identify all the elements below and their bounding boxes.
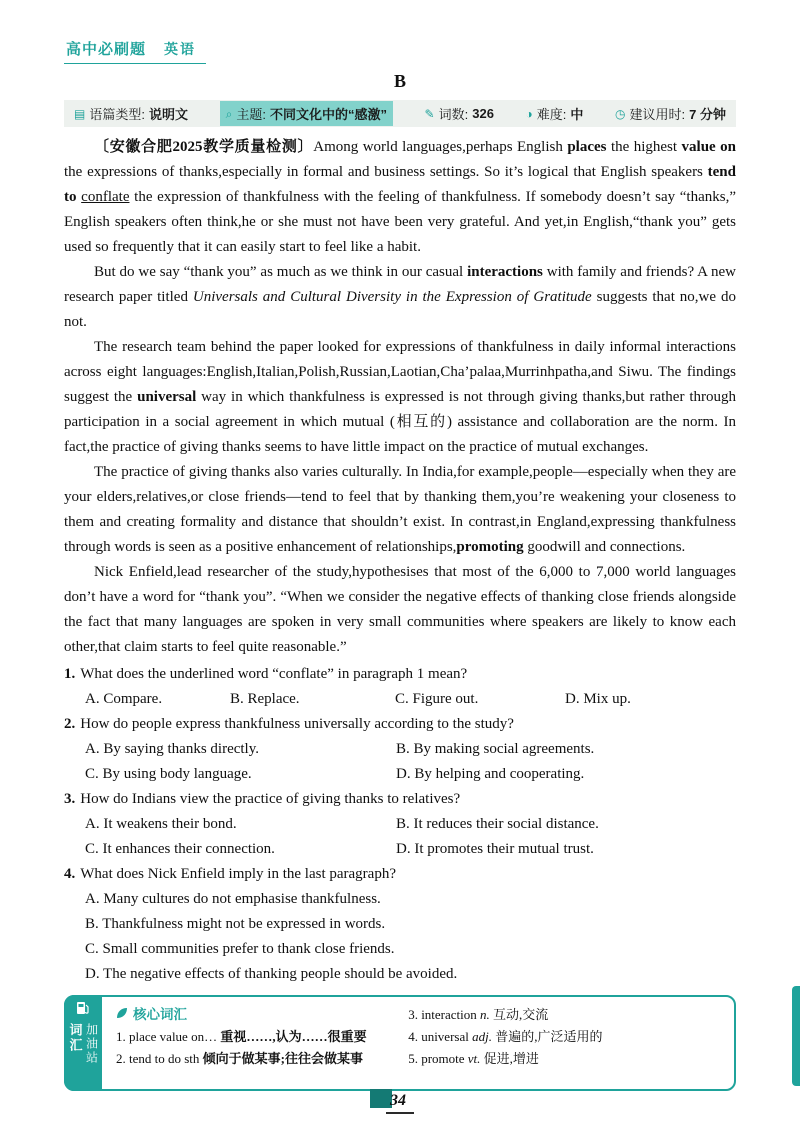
question-block <box>64 712 736 787</box>
info-label: 主题: <box>236 107 266 122</box>
option-grid <box>64 812 736 862</box>
info-label: 建议用时: <box>629 107 686 122</box>
option-c: C. Figure out. <box>395 691 479 707</box>
option-a: A. By saying thanks directly. <box>85 741 260 757</box>
info-value: 说明文 <box>148 107 188 122</box>
option-c: C. Small communities prefer to thank close friends. <box>85 941 395 957</box>
option-a: A. Many cultures do not emphasise thankfulness. <box>85 891 381 907</box>
info-value: 不同文化中的“感激” <box>269 107 387 122</box>
question-text: How do Indians view the practice of giving thanks to relatives? <box>80 791 461 807</box>
info-label: 语篇类型: <box>89 107 145 122</box>
passage-paragraph: 〔安徽合肥2025教学质量检测〕Among world languages,perhaps English places the highest value on the expressions of thanks,especially in formal and business settings. So it’s logical that English speakers tend to conflate the expression of thankfulness with the feeling of thankfulness. If somebody doesn’t say “thanks,” English speakers often think,he or she must not have been very grateful. And yet,in English,“thank you” gets used so frequently that it can easily start to feel like a habit. <box>64 139 737 255</box>
question-text: What does the underlined word “conflate” in paragraph 1 mean? <box>80 666 468 682</box>
question-section <box>64 662 736 987</box>
vocab-header-label: 核心词汇 <box>133 1007 187 1022</box>
option-c: C. By using body language. <box>85 766 252 782</box>
vocab-item: 5. promote vt. 促进,增进 <box>408 1051 539 1066</box>
page-header <box>64 38 206 64</box>
vocab-column-left <box>116 1004 396 1084</box>
question-stem <box>64 712 736 737</box>
option-grid <box>64 737 736 787</box>
vocab-tab <box>64 995 102 1091</box>
vocab-content <box>102 997 734 1089</box>
vocab-tab-line2: 加油站 <box>84 1023 99 1065</box>
info-word-count <box>425 104 494 123</box>
passage-paragraph: The research team behind the paper looked for expressions of thankfulness in daily informal interactions across eight languages:English,Italian,Polish,Russian,Laotian,Cha’palaa,Murrinhpatha,and Siwu. The findings suggest the universal way in which thankfulness is expressed is not through giving thanks,but rather through participation in a social agreement in which mutual (相互的) assistance and collaboration are the norm. In fact,the practice of giving thanks seems to have little impact on the practice of mutual exchanges. <box>64 339 737 455</box>
question-stem <box>64 662 736 687</box>
pencil-icon: ✎ <box>424 106 435 121</box>
vocab-header <box>116 1004 396 1026</box>
option-b: B. It reduces their social distance. <box>396 816 599 832</box>
section-label: B <box>393 71 406 91</box>
info-difficulty <box>526 104 584 123</box>
question-block <box>64 662 736 712</box>
vocab-item: 2. tend to do sth 倾向于做某事;往往会做某事 <box>116 1051 364 1066</box>
question-number: 3. <box>64 791 76 807</box>
passage-paragraph: Nick Enfield,lead researcher of the study,hypothesises that most of the 6,000 to 7,000 world languages don’t have a word for “thank you”. “When we consider the negative effects of thanking close friends alongside the fact that many languages are spoken in very small communities where speakers are likely to know each other,that claim starts to feel quite reasonable.” <box>64 564 736 655</box>
vocab-column-right <box>408 1004 722 1084</box>
brand-title: 高中必刷题 <box>66 41 147 58</box>
option-b: B. Thankfulness might not be expressed in words. <box>85 916 386 932</box>
option-row <box>64 687 736 712</box>
info-label: 难度: <box>536 107 567 122</box>
option-c: C. It enhances their connection. <box>85 841 275 857</box>
question-stem <box>64 787 736 812</box>
question-block <box>64 862 736 987</box>
question-block <box>64 787 736 862</box>
option-d: D. The negative effects of thanking people should be avoided. <box>85 966 458 982</box>
vocab-box <box>64 995 736 1091</box>
difficulty-icon: ◑ <box>525 106 533 121</box>
page-number-badge <box>386 1092 414 1114</box>
info-value: 7 分钟 <box>689 107 726 122</box>
vocab-item: 4. universal adj. 普遍的,广泛适用的 <box>408 1029 603 1044</box>
info-text-type <box>74 104 188 123</box>
vocab-tab-text <box>68 1023 99 1065</box>
info-value: 中 <box>570 107 584 122</box>
question-text: What does Nick Enfield imply in the last paragraph? <box>80 866 396 882</box>
vocab-item: 1. place value on… 重视……,认为……很重要 <box>116 1029 367 1044</box>
magnifier-icon: ⌕ <box>225 106 233 121</box>
option-d: D. By helping and cooperating. <box>396 766 585 782</box>
option-b: B. Replace. <box>230 691 300 707</box>
page-edge-tab <box>792 986 800 1086</box>
passage-paragraph: But do we say “thank you” as much as we think in our casual interactions with family and friends? A new research paper titled Universals and Cultural Diversity in the Expression of Gratitude suggests that no,we do not. <box>64 264 736 330</box>
document-icon: ▤ <box>74 106 86 121</box>
option-d: D. It promotes their mutual trust. <box>396 841 594 857</box>
option-b: B. By making social agreements. <box>396 741 595 757</box>
option-a: A. Compare. <box>85 691 163 707</box>
question-stem <box>64 862 736 887</box>
option-d: D. Mix up. <box>565 691 631 707</box>
question-number: 4. <box>64 866 76 882</box>
fuel-pump-icon <box>76 1000 90 1021</box>
page-number: 34 <box>386 1092 414 1114</box>
option-list <box>64 887 736 987</box>
info-value: 326 <box>472 106 494 121</box>
question-number: 1. <box>64 666 76 682</box>
info-label: 词数: <box>438 107 469 122</box>
option-a: A. It weakens their bond. <box>85 816 237 832</box>
passage-info-bar <box>64 100 736 127</box>
question-number: 2. <box>64 716 76 732</box>
info-suggested-time <box>615 104 726 123</box>
subject-label: 英语 <box>164 41 197 57</box>
question-text: How do people express thankfulness universally according to the study? <box>80 716 514 732</box>
passage-paragraph: The practice of giving thanks also varies culturally. In India,for example,people—especially when they are your elders,relatives,or close friends—tend to feel that by thanking them,you’re weakening your closeness to them and creating formality and distance that shouldn’t exist. In contrast,in England,expressing thankfulness through words is seen as a positive enhancement of relationships,promoting goodwill and connections. <box>64 464 736 555</box>
sprout-icon <box>116 1004 128 1026</box>
info-topic <box>220 101 393 126</box>
clock-icon: ◷ <box>615 106 626 121</box>
vocab-item: 3. interaction n. 互动,交流 <box>408 1007 549 1022</box>
reading-passage <box>64 135 736 660</box>
vocab-tab-line1: 词汇 <box>67 1023 83 1053</box>
